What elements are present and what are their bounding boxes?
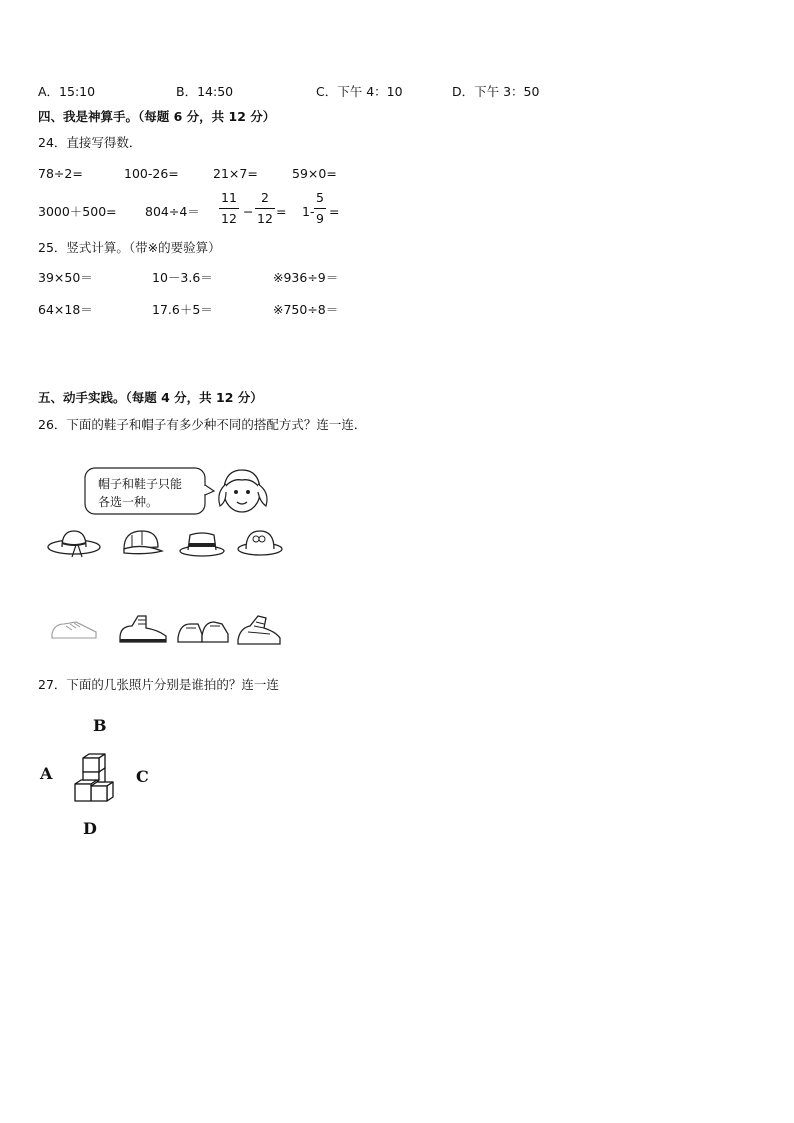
q25-item: 39×50＝ (38, 270, 93, 285)
numerator: 5 (316, 190, 324, 205)
choice-d: D．下午 3：50 (452, 84, 540, 99)
denominator: 9 (316, 210, 324, 226)
q24-item: 3000＋500= (38, 204, 117, 219)
q25-item: 10－3.6＝ (152, 270, 213, 285)
numerator: 2 (260, 190, 269, 205)
q25-prompt: 25．竖式计算。（带※的要验算） (38, 240, 221, 255)
q26-prompt: 26．下面的鞋子和帽子有多少种不同的搭配方式？连一连． (38, 417, 367, 432)
bubble-text-line2: 各选一种。 (98, 495, 159, 509)
wide-brim-hat-icon (46, 525, 102, 561)
minus-sign: − (243, 204, 254, 219)
equals-sign: = (329, 204, 340, 219)
q25-item: 64×18＝ (38, 302, 93, 317)
boot-icon (116, 612, 170, 646)
label-a: A (40, 764, 53, 783)
label-c: C (136, 767, 149, 786)
equals-sign: = (276, 204, 287, 219)
label-d: D (83, 819, 97, 838)
fraction (314, 192, 326, 225)
fraction (219, 192, 239, 225)
q24-item: 21×7= (213, 166, 258, 181)
choice-b: B．14:50 (176, 84, 234, 99)
hiking-shoe-icon (234, 612, 284, 648)
bubble-text-line1: 帽子和鞋子只能 (98, 477, 183, 491)
label-b: B (93, 716, 107, 735)
denominator: 12 (221, 210, 237, 226)
q24-item: 804÷4＝ (145, 204, 200, 219)
q27-prompt: 27．下面的几张照片分别是谁拍的？连一连 (38, 677, 279, 692)
q24-item: 59×0= (292, 166, 337, 181)
flower-hat-icon (236, 525, 284, 559)
section4-heading: 四、我是神算手。（每题 6 分，共 12 分） (38, 109, 276, 124)
girl-face-icon (212, 462, 276, 520)
q24-prompt: 24．直接写得数． (38, 135, 142, 150)
numerator: 11 (221, 190, 237, 205)
cap-icon (118, 527, 166, 559)
q24-item: 100-26= (124, 166, 179, 181)
denominator: 12 (257, 210, 273, 226)
choice-c: C．下午 4：10 (316, 84, 403, 99)
fraction (255, 192, 275, 225)
q24-item: 78÷2= (38, 166, 83, 181)
fedora-icon (178, 527, 226, 559)
sneaker-icon (48, 614, 100, 644)
choice-a: A．15:10 (38, 84, 96, 99)
whole-number: 1- (302, 204, 315, 219)
q25-item: 17.6＋5＝ (152, 302, 213, 317)
cube-stack-icon (72, 752, 122, 804)
shoe-pair-icon (176, 612, 230, 646)
q25-item: ※750÷8＝ (273, 302, 339, 317)
section5-heading: 五、动手实践。（每题 4 分，共 12 分） (38, 390, 263, 405)
q25-item: ※936÷9＝ (273, 270, 339, 285)
